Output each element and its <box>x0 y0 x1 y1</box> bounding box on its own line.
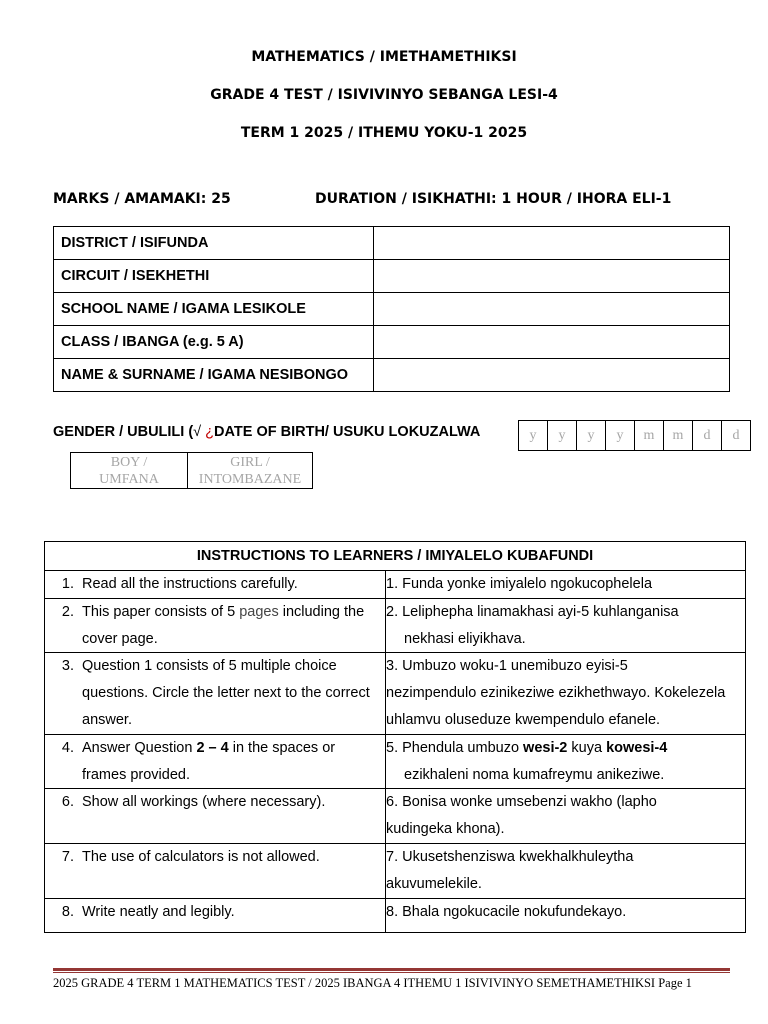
text-part: pages <box>239 603 279 620</box>
instruction-zu <box>386 599 745 653</box>
page-number: Page 1 <box>658 976 692 990</box>
table-row <box>45 843 746 898</box>
school-name-label: SCHOOL NAME / IGAMA LESIKOLE <box>54 293 374 326</box>
text-part: questions. Circle the letter next to the correct <box>82 685 370 702</box>
item-number: 1. <box>61 576 74 592</box>
text-part: This paper consists of <box>82 603 228 620</box>
instruction-en: Read all the instructions carefully. <box>82 576 298 592</box>
instructions-table <box>44 541 746 933</box>
grade-title: GRADE 4 TEST / ISIVIVINYO SEBANGA LESI-4 <box>210 87 558 103</box>
table-row <box>54 293 730 326</box>
boy-label: BOY / <box>110 454 148 470</box>
page-footer <box>53 976 733 991</box>
dob-year-box[interactable]: y <box>606 421 635 451</box>
instruction-en <box>74 735 335 789</box>
table-row <box>54 260 730 293</box>
dob-day-box[interactable]: d <box>693 421 722 451</box>
table-row <box>45 598 746 653</box>
footer-text: 2025 GRADE 4 TERM 1 MATHEMATICS TEST / 2025 IBANGA 4 ITHEMU 1 ISIVIVINYO SEMETHAMETHIKSI <box>53 976 656 990</box>
learner-info-table <box>53 226 730 392</box>
text-part: 7. Ukusetshenziswa kwekhalkhuleytha <box>386 848 634 865</box>
text-part: kudingeka khona). <box>386 821 505 838</box>
text-part: 2 – 4 <box>196 739 229 756</box>
table-row <box>54 227 730 260</box>
check-mark-icon: √ <box>193 424 202 440</box>
instruction-zu <box>386 844 745 898</box>
gender-label: GENDER / UBULILI ( <box>53 424 194 440</box>
marks-label: MARKS / AMAMAKI: 25 <box>53 191 231 207</box>
instruction-zu: 8. Bhala ngokucacile nokufundekayo. <box>386 903 627 920</box>
item-number: 3. <box>61 658 74 675</box>
dob-year-box[interactable]: y <box>519 421 548 451</box>
table-row <box>45 734 746 789</box>
text-part: 2. Leliphepha linamakhasi ayi-5 kuhlanganisa <box>386 603 679 620</box>
text-part: 3. Umbuzo woku-1 unemibuzo eyisi-5 <box>386 658 628 675</box>
inverted-question-mark: ¿ <box>201 424 215 440</box>
item-number: 7. <box>61 848 74 865</box>
table-row <box>45 653 746 734</box>
instruction-zu <box>386 735 745 789</box>
table-row <box>45 789 746 844</box>
item-number: 6. <box>61 794 74 811</box>
dob-day-box[interactable]: d <box>722 421 751 451</box>
item-number: 4. <box>61 739 74 756</box>
dob-year-box[interactable]: y <box>548 421 577 451</box>
table-row <box>45 571 746 599</box>
instruction-en: Write neatly and legibly. <box>82 903 235 920</box>
footer-rule <box>53 968 730 971</box>
boy-label-zulu: UMFANA <box>99 471 159 487</box>
text-part: Question 1 consists of 5 multiple choice <box>82 658 337 675</box>
table-row <box>54 359 730 392</box>
text-part: wesi-2 <box>523 739 568 756</box>
text-part: kowesi-4 <box>606 739 668 756</box>
text-part: 6. Bonisa wonke umsebenzi wakho (lapho <box>386 794 657 811</box>
instruction-en <box>74 599 364 653</box>
gender-choice-table <box>70 452 313 489</box>
text-part: 5 <box>227 603 236 620</box>
girl-option[interactable] <box>188 453 313 489</box>
text-part: Answer Question <box>82 739 197 756</box>
item-number: 2. <box>61 603 74 620</box>
instruction-zu <box>386 653 745 733</box>
text-part: akuvumelekile. <box>386 875 482 892</box>
girl-label: GIRL / <box>230 454 270 470</box>
text-part: including the <box>278 603 365 620</box>
name-surname-label: NAME & SURNAME / IGAMA NESIBONGO <box>54 359 374 392</box>
text-part: in the spaces or <box>228 739 336 756</box>
text-part: frames provided. <box>82 766 190 783</box>
text-part: cover page. <box>82 630 158 647</box>
text-part: ezikhaleni noma kumafreymu anikeziwe. <box>404 766 665 783</box>
duration-label: DURATION / ISIKHATHI: 1 HOUR / IHORA ELI-1 <box>315 191 672 207</box>
table-row <box>45 898 746 932</box>
class-label: CLASS / IBANGA (e.g. 5 A) <box>54 326 374 359</box>
instruction-en: Show all workings (where necessary). <box>82 794 326 811</box>
footer-rule-thin <box>53 972 730 973</box>
circuit-field[interactable] <box>374 260 730 293</box>
class-field[interactable] <box>374 326 730 359</box>
text-part: answer. <box>82 711 132 728</box>
text-part: nezimpendulo ezinikeziwe ezikhethwayo. Kokelezela <box>386 685 726 702</box>
school-name-field[interactable] <box>374 293 730 326</box>
dob-month-box[interactable]: m <box>635 421 664 451</box>
instructions-heading: INSTRUCTIONS TO LEARNERS / IMIYALELO KUBAFUNDI <box>45 542 746 571</box>
subject-title: MATHEMATICS / IMETHAMETHIKSI <box>251 49 517 65</box>
dob-month-box[interactable]: m <box>664 421 693 451</box>
text-part: uhlamvu oluseduze kwempendulo efanele. <box>386 711 661 728</box>
district-field[interactable] <box>374 227 730 260</box>
name-surname-field[interactable] <box>374 359 730 392</box>
text-part: kuya <box>567 739 607 756</box>
instruction-en <box>74 653 370 733</box>
circuit-label: CIRCUIT / ISEKHETHI <box>54 260 374 293</box>
dob-year-box[interactable]: y <box>577 421 606 451</box>
item-number: 8. <box>61 903 74 920</box>
boy-option[interactable] <box>71 453 188 489</box>
girl-label-zulu: INTOMBAZANE <box>198 471 302 487</box>
dob-label: DATE OF BIRTH/ USUKU LOKUZALWA <box>214 424 481 440</box>
text-part: nekhasi eliyikhava. <box>404 630 526 647</box>
date-of-birth-boxes <box>518 420 751 451</box>
text-part: 5. Phendula umbuzo <box>386 739 524 756</box>
term-title: TERM 1 2025 / ITHEMU YOKU-1 2025 <box>240 125 528 141</box>
district-label: DISTRICT / ISIFUNDA <box>54 227 374 260</box>
table-row <box>54 326 730 359</box>
instruction-zu <box>386 789 745 843</box>
gender-dob-line <box>53 424 480 440</box>
instruction-en: The use of calculators is not allowed. <box>82 848 320 865</box>
instruction-zu: 1. Funda yonke imiyalelo ngokucophelela <box>386 576 653 592</box>
